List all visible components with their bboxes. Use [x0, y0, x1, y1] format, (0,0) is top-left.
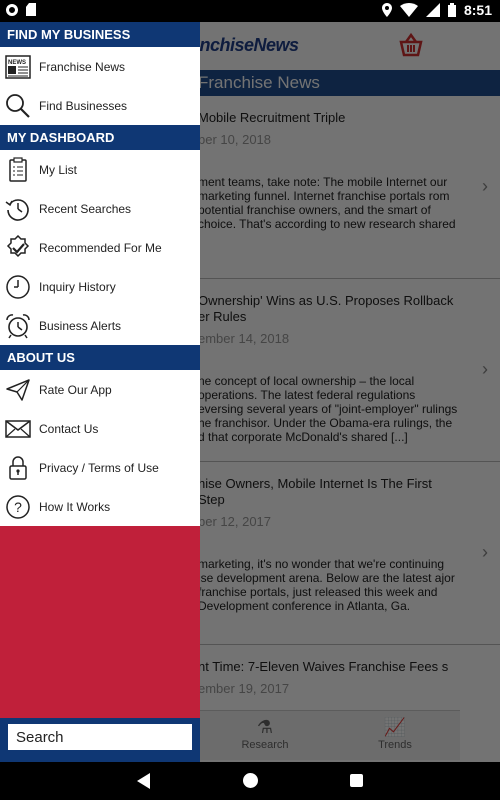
menu-item-contact-us[interactable]	[0, 409, 200, 448]
menu-item-my-list[interactable]	[0, 150, 200, 189]
history-icon	[4, 195, 32, 223]
location-icon	[382, 3, 392, 17]
menu-item-rate-our-app[interactable]	[0, 370, 200, 409]
record-icon	[6, 4, 18, 16]
envelope-icon	[4, 415, 32, 443]
home-icon[interactable]	[243, 773, 258, 788]
drawer-search-bar	[0, 718, 200, 762]
system-navigation-bar	[0, 762, 500, 800]
search-input[interactable]	[8, 724, 192, 750]
sd-card-icon	[26, 3, 36, 16]
svg-text:?: ?	[14, 498, 22, 515]
menu-item-label: Contact Us	[39, 421, 99, 436]
clipboard-list-icon	[4, 156, 32, 184]
menu-item-how-it-works[interactable]	[0, 487, 200, 526]
menu-item-label: Rate Our App	[39, 382, 112, 397]
newspaper-icon	[4, 53, 32, 81]
status-bar	[0, 0, 500, 22]
clock-icon	[4, 273, 32, 301]
section-header-find-my-business: FIND MY BUSINESS	[0, 22, 200, 47]
recent-apps-icon[interactable]	[350, 774, 363, 787]
menu-item-label: How It Works	[39, 499, 111, 514]
menu-item-label: Inquiry History	[39, 279, 116, 294]
alarm-clock-icon	[4, 312, 32, 340]
menu-item-business-alerts[interactable]	[0, 306, 200, 345]
battery-icon	[448, 3, 456, 17]
menu-about-us	[0, 370, 200, 526]
menu-find-my-business	[0, 47, 200, 125]
menu-item-recommended-for-me[interactable]	[0, 228, 200, 267]
menu-item-label: My List	[39, 162, 78, 177]
menu-my-dashboard	[0, 150, 200, 345]
lock-icon	[4, 454, 32, 482]
menu-item-find-businesses[interactable]	[0, 86, 200, 125]
menu-item-label: Recommended For Me	[39, 240, 162, 255]
section-header-about-us: ABOUT US	[0, 345, 200, 370]
search-icon	[4, 92, 32, 120]
paper-plane-icon	[4, 376, 32, 404]
section-header-my-dashboard: MY DASHBOARD	[0, 125, 200, 150]
menu-item-label: Business Alerts	[39, 318, 122, 333]
menu-item-label: Franchise News	[39, 59, 126, 74]
menu-item-recent-searches[interactable]	[0, 189, 200, 228]
menu-item-label: Recent Searches	[39, 201, 132, 216]
check-badge-icon	[4, 234, 32, 262]
svg-text:NEWS: NEWS	[8, 59, 26, 66]
signal-icon	[426, 3, 440, 17]
menu-item-label: Privacy / Terms of Use	[39, 460, 159, 475]
menu-item-label: Find Businesses	[39, 98, 128, 113]
menu-item-privacy-terms[interactable]	[0, 448, 200, 487]
back-icon[interactable]	[137, 773, 150, 789]
status-time: 8:51	[463, 2, 492, 18]
menu-item-inquiry-history[interactable]	[0, 267, 200, 306]
menu-item-franchise-news[interactable]	[0, 47, 200, 86]
navigation-drawer	[0, 22, 200, 762]
wifi-icon	[400, 3, 418, 17]
help-icon	[4, 493, 32, 521]
